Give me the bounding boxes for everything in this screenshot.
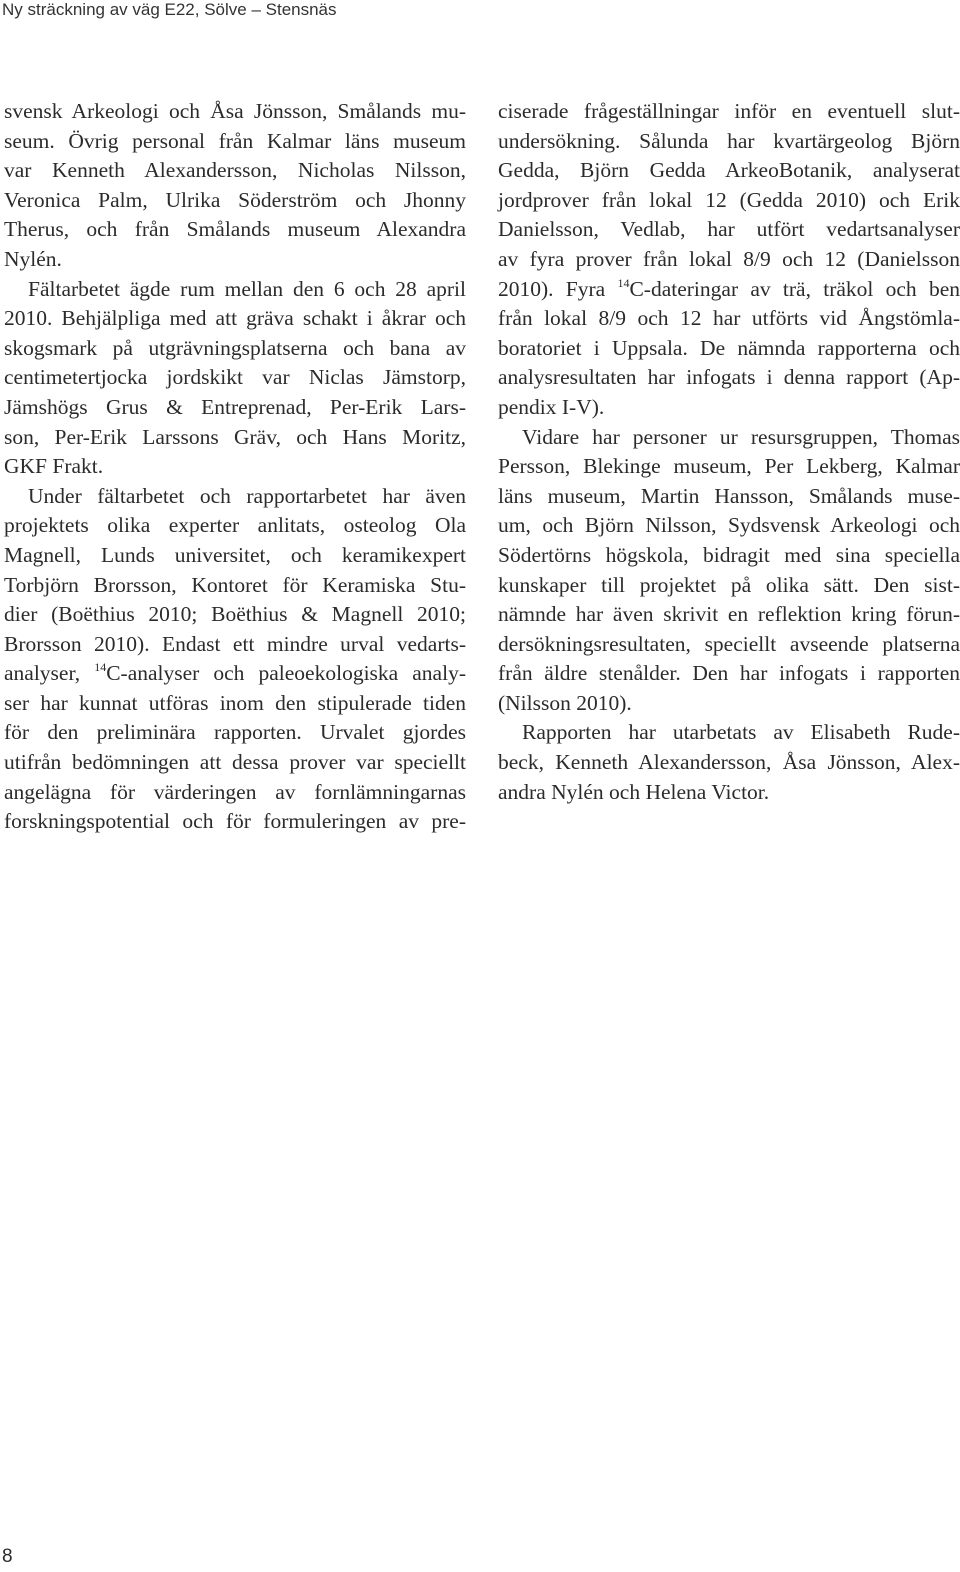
line-text: jordprover från lokal 12 (Gedda 2010) och Erik: [498, 187, 960, 212]
text-line: [4, 748, 466, 778]
line-text: från äldre stenålder. Den har infogats i rapporten: [498, 661, 960, 686]
text-line: [4, 511, 466, 541]
line-text: Torbjörn Brorsson, Kontoret för Keramiska Stu-: [4, 572, 466, 597]
text-line: [498, 778, 960, 808]
line-text: ciserade frågeställningar inför en eventuell slut-: [498, 99, 960, 123]
line-text: Veronica Palm, Ulrika Söderström och Jhonny: [4, 187, 466, 212]
text-line: [4, 304, 466, 334]
text-line: [4, 541, 466, 571]
isotope-superscript: 14: [94, 660, 107, 675]
text-line: [4, 452, 466, 482]
line-text: pendix I-V).: [498, 394, 605, 419]
line-text: boratoriet i Uppsala. De nämnda rapporterna och: [498, 335, 960, 360]
text-line: [498, 186, 960, 216]
text-line: [4, 156, 466, 186]
text-line: [498, 482, 960, 512]
line-text: Södertörns högskola, bidragit med sina speciella: [498, 542, 960, 567]
line-text: analysresultaten har infogats i denna rapport (Ap-: [498, 365, 960, 390]
isotope-superscript: 14: [617, 275, 630, 290]
line-text: kunskaper till projektet på olika sätt. Den sist-: [498, 572, 960, 597]
line-text: skogsmark på utgrävningsplatserna och bana av: [4, 335, 466, 360]
text-line: [498, 748, 960, 778]
line-text: Magnell, Lunds universitet, och keramikexpert: [4, 542, 466, 567]
line-text: Persson, Blekinge museum, Per Lekberg, Kalmar: [498, 454, 960, 479]
text-line: [4, 807, 466, 837]
text-line: [498, 689, 960, 719]
line-text: undersökning. Sålunda har kvartärgeolog Björn: [498, 128, 960, 153]
text-line: [498, 97, 960, 127]
text-line: [498, 600, 960, 630]
line-text: var Kenneth Alexandersson, Nicholas Nilsson,: [4, 158, 466, 183]
text-line: [4, 363, 466, 393]
text-line: [498, 541, 960, 571]
line-text: Fältarbetet ägde rum mellan den 6 och 28 april: [28, 276, 466, 301]
text-line: [498, 393, 960, 423]
text-line: [4, 97, 466, 127]
line-text: för den preliminära rapporten. Urvalet gjordes: [4, 720, 466, 745]
text-line: [498, 423, 960, 453]
text-line: [4, 334, 466, 364]
line-text: Rapporten har utarbetats av Elisabeth Rude-: [522, 720, 960, 745]
line-text: dersökningsresultaten, speciellt avseende platserna: [498, 631, 960, 656]
text-line: [4, 127, 466, 157]
text-line: [4, 778, 466, 808]
line-text: Vidare har personer ur resursgruppen, Thomas: [522, 424, 960, 449]
line-text: (Nilsson 2010).: [498, 690, 632, 715]
page-number: 8: [2, 1546, 13, 1567]
line-text: GKF Frakt.: [4, 454, 104, 479]
text-line: [4, 718, 466, 748]
text-column-right: [498, 97, 960, 807]
text-line: [4, 571, 466, 601]
line-text: andra Nylén och Helena Victor.: [498, 779, 770, 804]
line-text: Nylén.: [4, 246, 62, 271]
text-line: [498, 245, 960, 275]
text-line: [498, 334, 960, 364]
text-line: [498, 275, 960, 305]
line-text: angelägna för värderingen av fornlämningarnas: [4, 779, 466, 804]
text-line: [498, 718, 960, 748]
text-line: [498, 511, 960, 541]
text-line: [498, 304, 960, 334]
line-text-continued: C-analyser och paleoekologiska analy-: [106, 661, 466, 686]
line-text: forskningspotential och för formuleringen av pre-: [4, 809, 466, 834]
line-text: beck, Kenneth Alexandersson, Åsa Jönsson, Alex-: [498, 750, 960, 775]
line-text: Danielsson, Vedlab, har utfört vedartsanalyser: [498, 217, 960, 242]
text-line: [498, 630, 960, 660]
text-line: [4, 423, 466, 453]
running-header: Ny sträckning av väg E22, Sölve – Stensnäs: [2, 0, 337, 19]
line-text: Brorsson 2010). Endast ett mindre urval vedarts-: [4, 631, 466, 656]
line-text: seum. Övrig personal från Kalmar läns museum: [4, 128, 466, 153]
text-line: [4, 630, 466, 660]
text-line: [498, 659, 960, 689]
text-line: [4, 482, 466, 512]
line-text: Jämshögs Grus & Entreprenad, Per-Erik Lars-: [4, 394, 466, 419]
line-text: ser har kunnat utföras inom den stipulerade tiden: [4, 690, 466, 715]
text-line: [4, 215, 466, 245]
text-line: [4, 659, 466, 689]
line-text: från lokal 8/9 och 12 har utförts vid Ångstömla-: [498, 306, 960, 331]
text-line: [498, 363, 960, 393]
line-text: Gedda, Björn Gedda ArkeoBotanik, analyserat: [498, 158, 960, 183]
line-text: Therus, och från Smålands museum Alexandra: [4, 217, 466, 242]
line-text: utifrån bedömningen att dessa prover var speciellt: [4, 750, 466, 775]
text-line: [4, 689, 466, 719]
text-line: [4, 186, 466, 216]
text-line: [498, 156, 960, 186]
text-column-left: [4, 97, 466, 837]
line-text: 2010. Behjälpliga med att gräva schakt i åkrar och: [4, 306, 466, 331]
line-text: 2010). Fyra: [498, 276, 618, 301]
text-line: [4, 245, 466, 275]
line-text: nämnde har även skrivit en reflektion kring förun-: [498, 602, 960, 627]
text-line: [498, 452, 960, 482]
line-text: svensk Arkeologi och Åsa Jönsson, Smålands mu-: [4, 99, 466, 123]
line-text: centimetertjocka jordskikt var Niclas Jämstorp,: [4, 365, 466, 390]
line-text: son, Per-Erik Larssons Gräv, och Hans Moritz,: [4, 424, 466, 449]
line-text: projektets olika experter anlitats, osteolog Ola: [4, 513, 466, 538]
line-text: Under fältarbetet och rapportarbetet har även: [28, 483, 466, 508]
line-text: av fyra prover från lokal 8/9 och 12 (Danielsson: [498, 246, 960, 271]
text-line: [4, 275, 466, 305]
line-text-continued: C-dateringar av trä, träkol och ben: [629, 276, 960, 301]
text-line: [4, 393, 466, 423]
line-text: um, och Björn Nilsson, Sydsvensk Arkeologi och: [498, 513, 960, 538]
text-line: [498, 215, 960, 245]
text-line: [498, 127, 960, 157]
text-line: [4, 600, 466, 630]
line-text: analyser,: [4, 661, 95, 686]
text-line: [498, 571, 960, 601]
line-text: dier (Boëthius 2010; Boëthius & Magnell 2010;: [4, 602, 466, 627]
line-text: läns museum, Martin Hansson, Smålands muse-: [498, 483, 960, 508]
